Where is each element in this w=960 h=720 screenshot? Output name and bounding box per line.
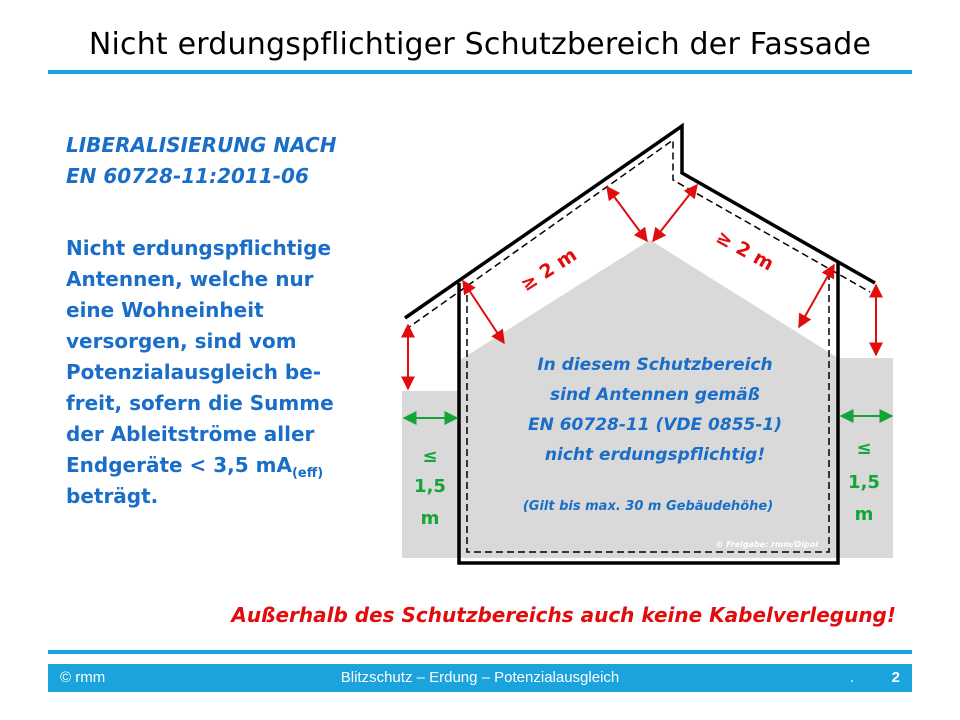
page-title: Nicht erdungspflichtiger Schutzbereich der Fassade [88, 27, 872, 62]
footer-topic: Blitzschutz – Erdung – Potenzialausgleich [340, 669, 620, 686]
body-line: Potenzialausgleich be- [66, 360, 322, 384]
zone-text-line: EN 60728-11 (VDE 0855-1) [527, 415, 783, 435]
body-line: beträgt. [66, 484, 159, 508]
body-line: Antennen, welche nur [66, 267, 314, 291]
body-line: Endgeräte < 3,5 mA [66, 453, 292, 477]
body-line-with-subscript [66, 450, 386, 481]
dimension-label-right-roof: ≥ 2 m [712, 226, 778, 276]
side-label-right-unit: m [854, 504, 874, 525]
side-label-left-symbol: ≤ [422, 446, 438, 467]
body-line: der Ableitströme aller [66, 422, 315, 446]
zone-text-line: sind Antennen gemäß [550, 385, 760, 405]
zone-note: (Gilt bis max. 30 m Gebäudehöhe) [522, 499, 774, 514]
house-protection-diagram [395, 118, 905, 568]
warning-text: Außerhalb des Schutzbereichs auch keine Kabelverlegung! [231, 603, 896, 627]
footer-divider [48, 650, 912, 654]
body-text-block [66, 233, 386, 512]
distance-arrow-right-ridge [653, 185, 697, 241]
footer-bar [48, 664, 912, 692]
dimension-label-left-roof: ≥ 2 m [516, 243, 581, 297]
body-line: Nicht erdungspflichtige [66, 236, 332, 260]
zone-text-line: In diesem Schutzbereich [537, 355, 773, 375]
heading-line: LIBERALISIERUNG NACH [66, 133, 337, 157]
credit-text: © Freigabe: rmm/Dipol [715, 540, 818, 549]
body-line: eine Wohneinheit [66, 298, 264, 322]
side-label-left-value: 1,5 [414, 476, 446, 497]
distance-arrow-left-roof [463, 281, 504, 343]
body-line: versorgen, sind vom [66, 329, 297, 353]
heading-block [66, 130, 386, 192]
title-divider [48, 70, 912, 74]
footer-copyright: © rmm [60, 669, 106, 686]
body-line: freit, sofern die Summe [66, 391, 334, 415]
side-label-right-value: 1,5 [848, 472, 880, 493]
side-label-left-unit: m [420, 508, 440, 529]
page-number: 2 [891, 669, 900, 686]
footer-dot: . [850, 669, 855, 686]
heading-line: EN 60728-11:2011-06 [66, 164, 309, 188]
distance-arrow-left-ridge [607, 187, 647, 241]
subscript-eff: (eff) [291, 466, 324, 481]
zone-text-line: nicht erdungspflichtig! [544, 445, 766, 465]
side-label-right-symbol: ≤ [856, 438, 872, 459]
